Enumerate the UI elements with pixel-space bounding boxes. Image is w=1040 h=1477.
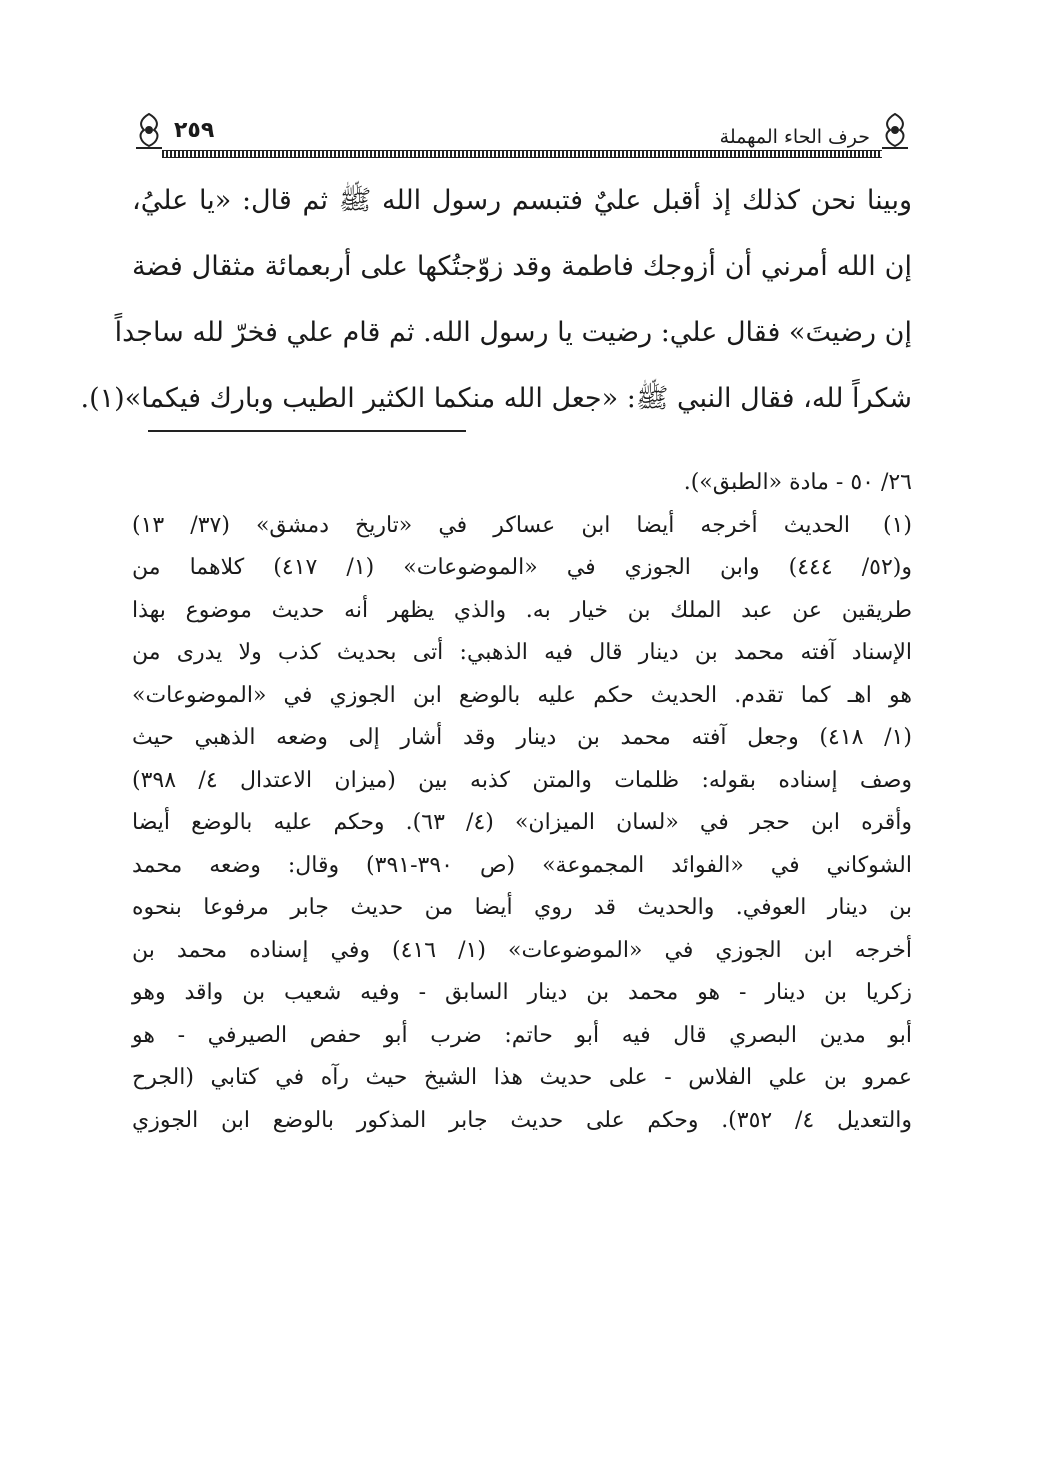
page-header <box>132 100 912 160</box>
footnote-line: الإسناد آفته محمد بن دينار قال فيه الذهبي: أتى بحديث كذب ولا يدرى من <box>132 640 912 665</box>
main-text-line: شكراً لله، فقال النبي ﷺ: «جعل الله منكما الكثير الطيب وبارك فيكما»(١). <box>80 383 912 414</box>
header-ornament-left-icon <box>132 110 166 154</box>
page-number: ٢٥٩ <box>174 118 215 143</box>
footnotes <box>132 462 912 1142</box>
footnote-line: (١/ ٤١٨) وجعل آفته محمد بن دينار وقد أشار إلى وضعه الذهبي حيث <box>132 725 912 750</box>
footnote-line: والتعديل ٤/ ٣٥٢). وحكم على حديث جابر المذكور بالوضع ابن الجوزي <box>132 1107 913 1133</box>
header-title: حرف الحاء المهملة <box>719 126 870 148</box>
footnote-line: الحديث أخرجه أيضا ابن عساكر في «تاريخ دمشق» (٣٧/ ١٣) <box>132 512 851 538</box>
footnote-item <box>132 505 912 1143</box>
footnote-number: (١) <box>882 512 912 538</box>
main-text <box>80 168 912 432</box>
footnote-line: عمرو بن علي الفلاس - على حديث هذا الشيخ حيث رآه في كتابي (الجرح <box>132 1065 912 1090</box>
footnote-line: الشوكاني في «الفوائد المجموعة» (ص ٣٩٠-٣٩١) وقال: وضعه محمد <box>132 852 912 878</box>
footnote-line: أخرجه ابن الجوزي في «الموضوعات» (١/ ٤١٦) وفي إسناده محمد بن <box>132 937 913 963</box>
main-text-line: إن رضيتَ» فقال علي: رضيت يا رسول الله. ثم قام علي فخرّ لله ساجداً <box>114 317 912 348</box>
footnote-line: وصف إسناده بقوله: ظلمات والمتن كذبه بين (ميزان الاعتدال ٤/ ٣٩٨) <box>132 767 913 793</box>
footnote-line: وأقره ابن حجر في «لسان الميزان» (٤/ ٦٣). وحكم عليه بالوضع أيضا <box>132 810 912 835</box>
footnote-line: و(٥٢/ ٤٤٤) وابن الجوزي في «الموضوعات» (١/ ٤١٧) كلاهما من <box>132 555 913 580</box>
footnote-carry-over: ٢٦/ ٥٠ - مادة «الطبق»). <box>683 470 912 495</box>
footnote-line: بن دينار العوفي. والحديث قد روي أيضا من حديث جابر مرفوعا بنحوه <box>132 895 912 920</box>
footnote-line: طريقين عن عبد الملك بن خيار به. والذي يظهر أنه حديث موضوع بهذا <box>132 597 912 623</box>
main-text-line: إن الله أمرني أن أزوجك فاطمة وقد زوّجتُكها على أربعمائة مثقال فضة <box>132 251 912 282</box>
footnote-line: أبو مدين البصري قال فيه أبو حاتم: ضرب أبو حفص الصيرفي - هو <box>132 1022 912 1048</box>
header-ornament-right-icon <box>878 110 912 154</box>
header-rule <box>162 150 882 158</box>
main-text-line: وبينا نحن كذلك إذ أقبل عليٌ فتبسم رسول الله ﷺ ثم قال: «يا عليُ، <box>132 185 912 216</box>
footnote-line: هو اهـ كما تقدم. الحديث حكم عليه بالوضع ابن الجوزي في «الموضوعات» <box>132 682 912 708</box>
footnote-line: زكريا بن دينار - هو محمد بن دينار السابق - وفيه شعيب بن واقد وهو <box>132 980 912 1005</box>
footnote-separator <box>148 430 466 432</box>
